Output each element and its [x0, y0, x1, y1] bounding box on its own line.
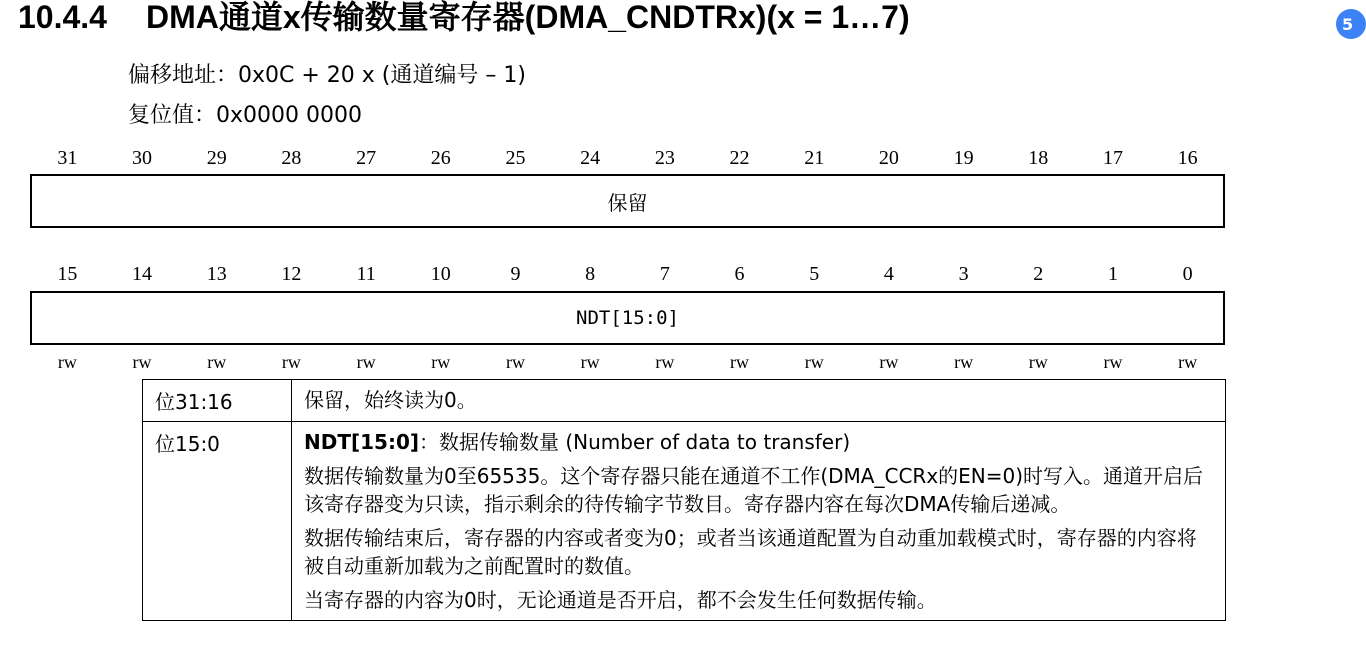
description-paragraph: 数据传输结束后，寄存器的内容或者变为0；或者当该通道配置为自动重加载模式时，寄存器的内容将被自动重新加载为之前配置时的数值。 — [304, 526, 1197, 578]
bit-number: 23 — [654, 147, 675, 169]
description-paragraph: 当寄存器的内容为0时，无论通道是否开启，都不会发生任何数据传输。 — [304, 588, 937, 612]
field-heading — [304, 428, 1213, 456]
bit-number: 8 — [585, 263, 596, 285]
bit-number: 19 — [953, 147, 974, 169]
access-type: rw — [431, 352, 451, 372]
access-type: rw — [281, 352, 301, 372]
description-paragraph: 数据传输数量为0至65535。这个寄存器只能在通道不工作(DMA_CCRx的EN=0)时写入。通道开启后该寄存器变为只读，指示剩余的待传输字节数目。寄存器内容在每次DMA传输后递减。 — [304, 464, 1204, 516]
bit-number: 14 — [132, 263, 153, 285]
bit-number: 18 — [1028, 147, 1049, 169]
register-field-reserved — [30, 174, 1225, 228]
floating-badge-button[interactable]: 5 — [1336, 9, 1366, 39]
access-types — [30, 351, 1225, 373]
bit-number: 6 — [734, 263, 745, 285]
bit-number: 16 — [1177, 147, 1198, 169]
bit-description — [292, 422, 1226, 621]
access-type: rw — [57, 352, 77, 372]
access-type: rw — [1028, 352, 1048, 372]
bit-numbers-low — [30, 262, 1225, 286]
bit-number: 22 — [729, 147, 750, 169]
table-row — [143, 380, 1226, 422]
bit-number: 28 — [281, 147, 302, 169]
bit-description-table — [142, 379, 1226, 621]
bit-numbers-high — [30, 146, 1225, 170]
bit-number: 31 — [57, 147, 78, 169]
bit-number: 2 — [1033, 263, 1044, 285]
section-heading: DMA通道x传输数量寄存器(DMA_CNDTRx)(x = 1…7) — [146, 0, 910, 35]
access-type: rw — [356, 352, 376, 372]
bit-number: 20 — [878, 147, 899, 169]
bit-number: 24 — [580, 147, 601, 169]
bit-number: 26 — [430, 147, 451, 169]
access-type: rw — [804, 352, 824, 372]
bit-number: 1 — [1107, 263, 1118, 285]
access-type: rw — [132, 352, 152, 372]
description-text: 保留，始终读为0。 — [304, 388, 477, 412]
bit-number: 15 — [57, 263, 78, 285]
bit-number: 10 — [430, 263, 451, 285]
bit-number: 25 — [505, 147, 526, 169]
bit-range: 位31:16 — [143, 380, 292, 422]
register-field-ndt — [30, 291, 1225, 345]
access-type: rw — [505, 352, 525, 372]
section-title — [18, 0, 910, 38]
access-type: rw — [655, 352, 675, 372]
access-type: rw — [1103, 352, 1123, 372]
bit-number: 13 — [206, 263, 227, 285]
bit-range: 位15:0 — [143, 422, 292, 621]
section-number: 10.4.4 — [18, 0, 107, 35]
access-type: rw — [580, 352, 600, 372]
bit-number: 21 — [804, 147, 825, 169]
access-type: rw — [1178, 352, 1198, 372]
bit-number: 7 — [659, 263, 670, 285]
access-type: rw — [207, 352, 227, 372]
bit-number: 3 — [958, 263, 969, 285]
field-label: 保留 — [607, 190, 648, 215]
bit-number: 12 — [281, 263, 302, 285]
bit-number: 4 — [883, 263, 894, 285]
bit-number: 0 — [1182, 263, 1193, 285]
bit-number: 11 — [356, 263, 376, 285]
bit-number: 9 — [510, 263, 521, 285]
offset-address: 偏移地址：0x0C + 20 x (通道编号 – 1) — [128, 63, 526, 88]
bit-number: 17 — [1102, 147, 1123, 169]
bit-number: 29 — [206, 147, 227, 169]
bit-number: 5 — [809, 263, 820, 285]
access-type: rw — [879, 352, 899, 372]
access-type: rw — [730, 352, 750, 372]
access-type: rw — [954, 352, 974, 372]
field-name: NDT[15:0] — [304, 430, 420, 454]
bit-description — [292, 380, 1226, 422]
bit-number: 27 — [356, 147, 377, 169]
field-summary: ：数据传输数量 (Number of data to transfer) — [419, 430, 851, 454]
bit-number: 30 — [132, 147, 153, 169]
field-label: NDT[15:0] — [576, 307, 679, 329]
table-row — [143, 422, 1226, 621]
reset-value: 复位值：0x0000 0000 — [128, 103, 362, 128]
